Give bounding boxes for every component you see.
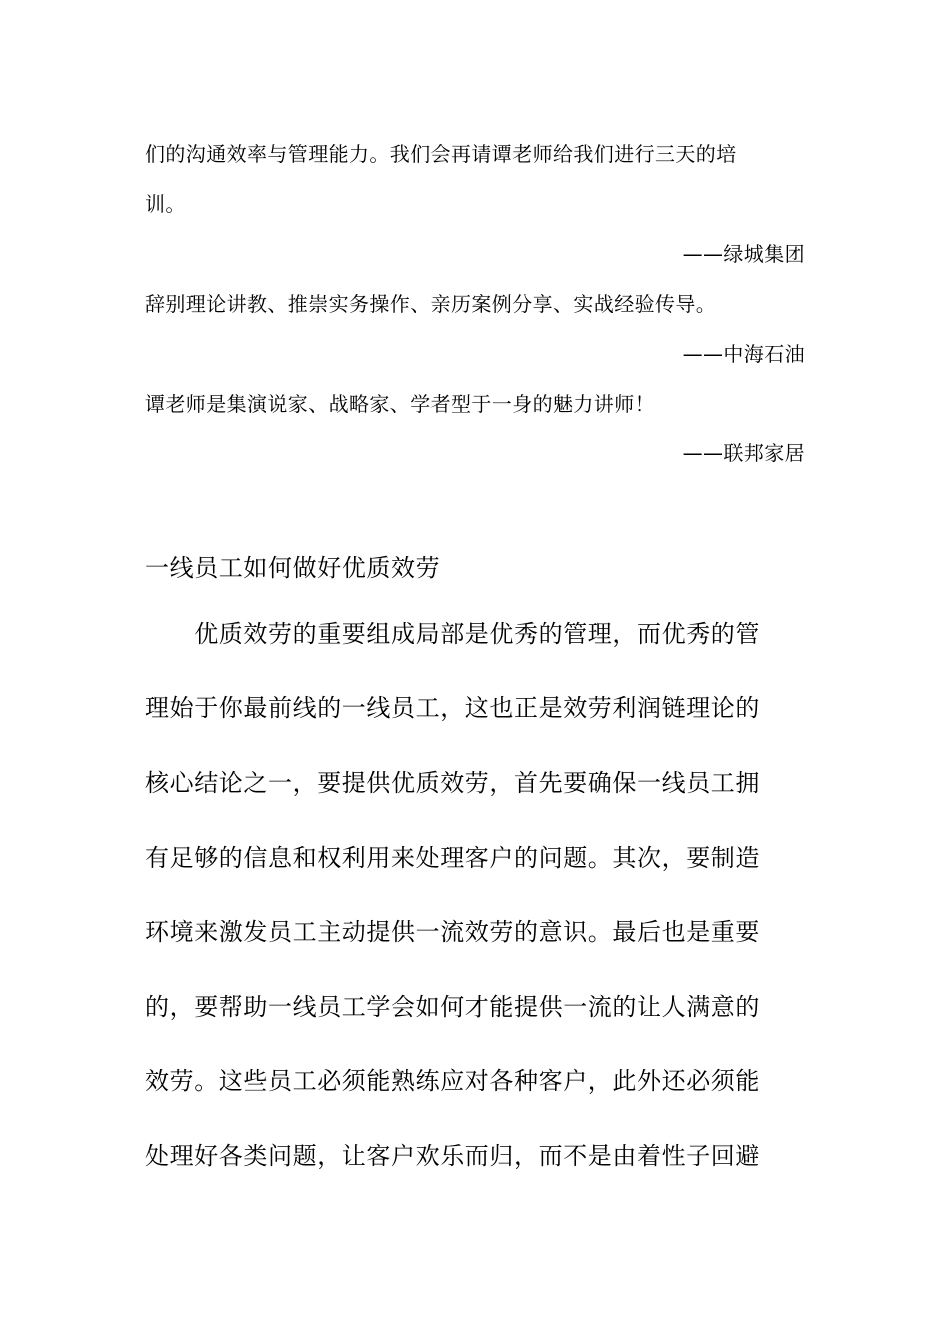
testimonial-source: ——联邦家居	[682, 441, 805, 465]
article-paragraph-line: 处理好各类问题，让客户欢乐而归，而不是由着性子回避	[145, 1142, 760, 1170]
article-paragraph-line: 核心结论之一，要提供优质效劳，首先要确保一线员工拥	[145, 769, 760, 797]
article-paragraph-line: 理始于你最前线的一线员工，这也正是效劳利润链理论的	[145, 694, 760, 722]
testimonial-source: ——中海石油	[682, 342, 805, 366]
article-paragraph-line: 效劳。这些员工必须能熟练应对各种客户，此外还必须能	[145, 1067, 760, 1095]
testimonial-text-line: 谭老师是集演说家、战略家、学者型于一身的魅力讲师！	[145, 392, 655, 416]
testimonial-text-line: 们的沟通效率与管理能力。我们会再请谭老师给我们进行三天的培	[145, 142, 737, 166]
article-paragraph-line: 的，要帮助一线员工学会如何才能提供一流的让人满意的	[145, 993, 760, 1021]
article-title: 一线员工如何做好优质效劳	[145, 554, 441, 582]
article-paragraph-line: 环境来激发员工主动提供一流效劳的意识。最后也是重要	[145, 918, 760, 946]
testimonial-text-line: 训。	[145, 192, 186, 216]
article-paragraph-line: 优质效劳的重要组成局部是优秀的管理，而优秀的管	[145, 620, 760, 648]
testimonial-source: ——绿城集团	[682, 242, 805, 266]
testimonial-text-line: 辞别理论讲教、推崇实务操作、亲历案例分享、实战经验传导。	[145, 292, 717, 316]
article-paragraph-line: 有足够的信息和权利用来处理客户的问题。其次，要制造	[145, 844, 760, 872]
